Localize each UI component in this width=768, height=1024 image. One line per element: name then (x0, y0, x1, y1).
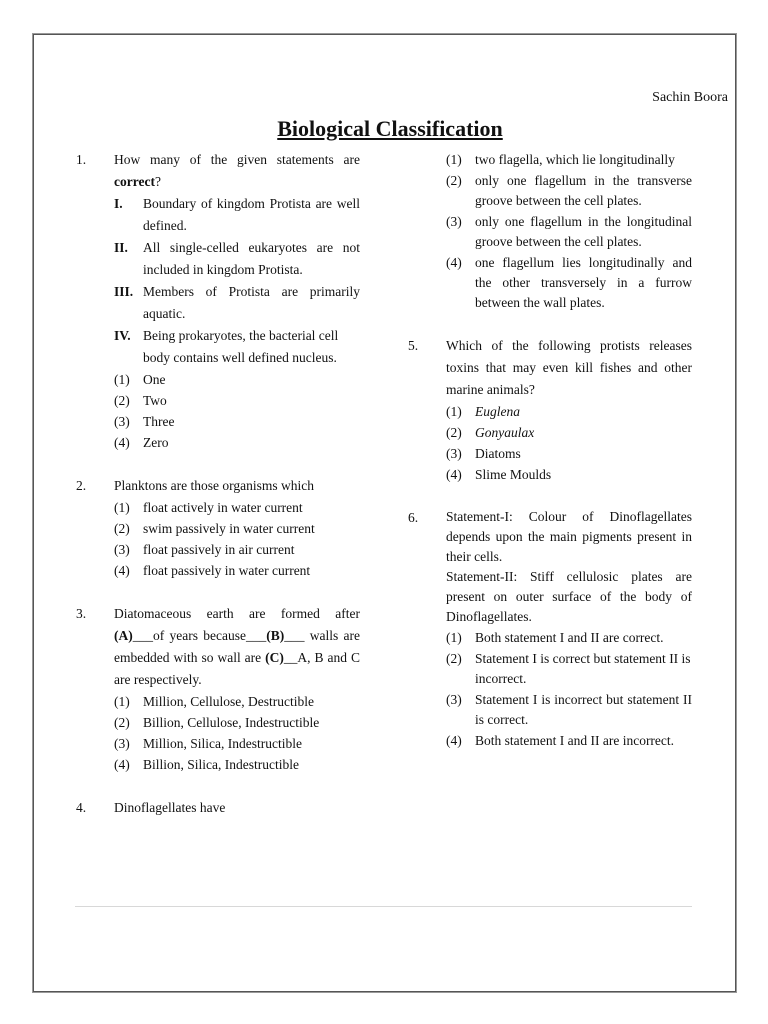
option-item: (4) Zero (114, 435, 169, 450)
option-item: (2) only one flagellum in the transverse groove between the cell plates. (446, 173, 692, 208)
question-number: 4. (76, 800, 87, 815)
question-1 (76, 149, 360, 453)
question-2 (76, 475, 360, 581)
option-item: (2) swim passively in water current (114, 521, 315, 536)
option-item: (3) Three (114, 414, 175, 429)
question-text: How many of the given statements are correct? (114, 152, 360, 189)
option-item: (1) two flagella, which lie longitudinally (446, 152, 675, 167)
option-item: (1) Both statement I and II are correct. (446, 630, 664, 645)
right-column (408, 149, 692, 773)
statement-item: IV. Being prokaryotes, the bacterial cell body contains well defined nucleus. (114, 328, 339, 365)
option-item: (3) Million, Silica, Indestructible (114, 736, 302, 751)
option-item: (1) float actively in water current (114, 500, 303, 515)
option-item: (4) one flagellum lies longitudinally and the other transversely in a furrow between the wall plates. (446, 255, 692, 310)
option-item: (4) Billion, Silica, Indestructible (114, 757, 299, 772)
option-item: (4) float passively in water current (114, 563, 311, 578)
question-text: Diatomaceous earth are formed after (A)___of years because___(B)___ walls are embedded with so wall are (C)__A, B and C are respectively. (114, 606, 361, 687)
option-item: (2) Statement I is correct but statement II is incorrect. (446, 651, 691, 686)
author-name: Sachin Boora (652, 90, 728, 105)
statement-item: I. Boundary of kingdom Protista are well defined. (114, 196, 360, 233)
option-item: (3) Statement I is incorrect but statement II is correct. (446, 692, 692, 727)
question-3 (76, 603, 360, 775)
option-item: (1) One (114, 372, 166, 387)
statement-2: Statement-II: Stiff cellulosic plates are present on outer surface of the body of Dinoflagellates. (446, 569, 692, 624)
question-number: 1. (76, 152, 87, 167)
question-number: 3. (76, 606, 87, 621)
option-item: (3) float passively in air current (114, 542, 295, 557)
option-item: (4) Slime Moulds (446, 467, 552, 482)
option-item: (1) Euglena (446, 404, 520, 419)
option-item: (4) Both statement I and II are incorrect. (446, 733, 675, 748)
option-item: (2) Gonyaulax (446, 425, 535, 440)
footer-divider (75, 906, 692, 907)
question-text: Dinoflagellates have (114, 800, 226, 815)
left-column (76, 149, 360, 841)
option-item: (1) Million, Cellulose, Destructible (114, 694, 314, 709)
option-item: (3) Diatoms (446, 446, 521, 461)
question-5 (408, 335, 692, 485)
page-title: Biological Classification (277, 116, 503, 141)
statement-item: III. Members of Protista are primarily aquatic. (114, 284, 360, 321)
question-text: Which of the following protists releases toxins that may even kill fishes and other marine animals? (446, 338, 692, 397)
question-4 (76, 797, 360, 819)
question-6 (408, 507, 692, 751)
question-number: 2. (76, 478, 87, 493)
question-4-options (408, 150, 692, 313)
question-text: Planktons are those organisms which (114, 478, 314, 493)
option-item: (2) Two (114, 393, 167, 408)
statement-1: Statement-I: Colour of Dinoflagellates depends upon the main pigments present in their cells. (446, 509, 692, 564)
option-item: (3) only one flagellum in the longitudinal groove between the cell plates. (446, 214, 692, 249)
question-number: 6. (408, 510, 419, 525)
option-item: (2) Billion, Cellulose, Indestructible (114, 715, 320, 730)
statement-item: II. All single-celled eukaryotes are not included in kingdom Protista. (114, 240, 360, 277)
question-number: 5. (408, 338, 419, 353)
